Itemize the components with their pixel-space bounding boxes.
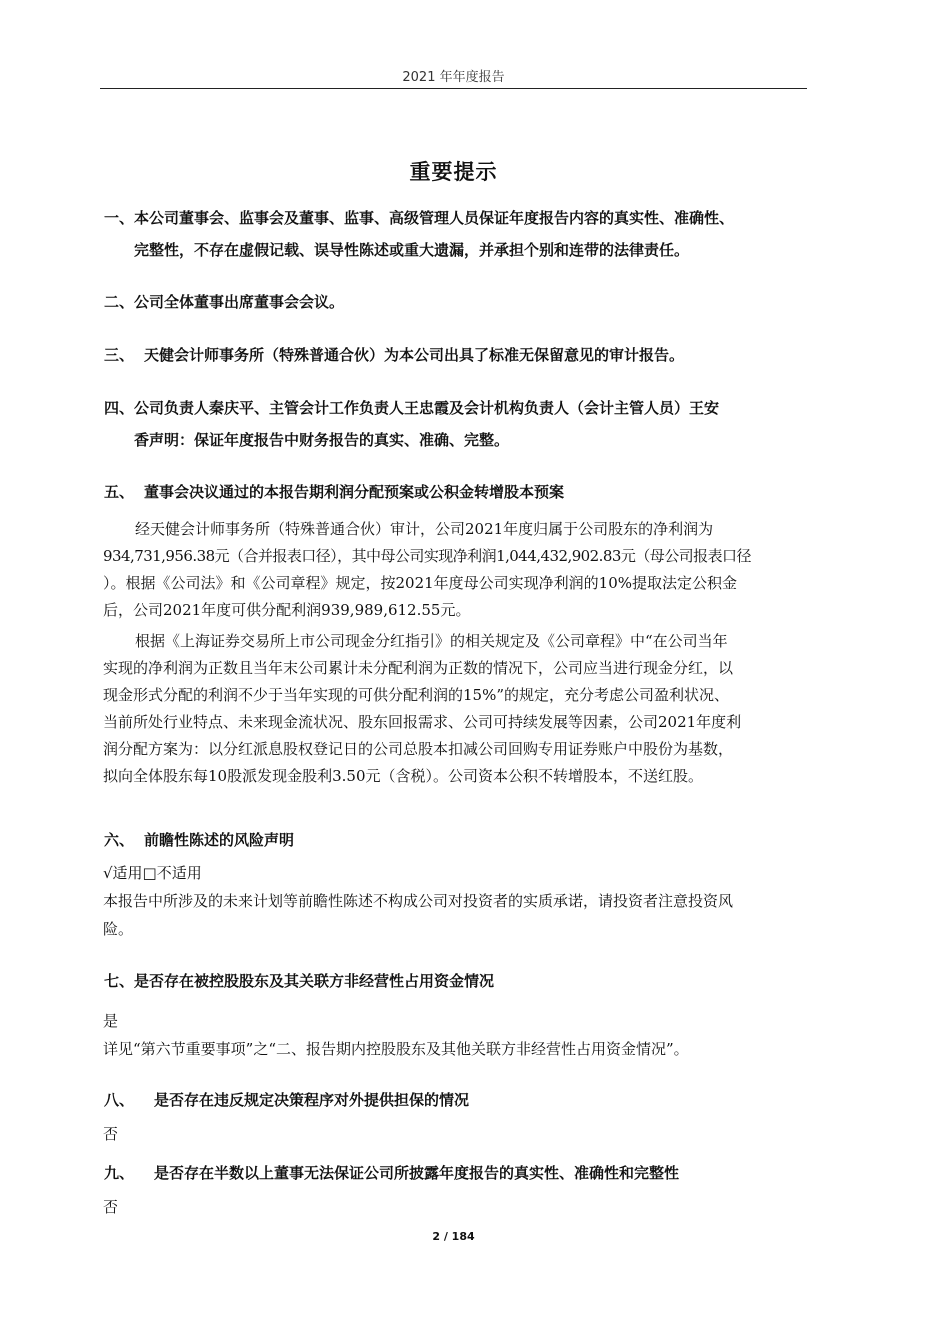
section-8-answer: 否 — [103, 1125, 119, 1143]
section-6-text: 前瞻性陈述的风险声明 — [144, 831, 295, 849]
section-9-text: 是否存在半数以上董事无法保证公司所披露年度报告的真实性、准确性和完整性 — [154, 1164, 680, 1182]
running-header: 2021 年年度报告 — [402, 70, 505, 85]
section-1-line2: 完整性，不存在虚假记载、误导性陈述或重大遗漏，并承担个别和连带的法律责任。 — [134, 241, 690, 259]
section-9-answer: 否 — [103, 1198, 119, 1216]
section-6-body-line1: 本报告中所涉及的未来计划等前瞻性陈述不构成公司对投资者的实质承诺，请投资者注意投资风 — [103, 892, 734, 910]
section-2-text: 公司全体董事出席董事会会议。 — [134, 293, 345, 311]
section-7-number: 七、 — [104, 972, 135, 990]
section-8-heading — [104, 1090, 469, 1110]
section-1-heading — [104, 208, 734, 228]
applicability-option: √适用□不适用 — [103, 864, 202, 882]
section-6-heading — [104, 830, 294, 850]
section-7-text: 是否存在被控股股东及其关联方非经营性占用资金情况 — [134, 972, 495, 990]
section-8-number: 八、 — [104, 1091, 135, 1109]
section-5-p1-line4: 后，公司2021年度可供分配利润939,989,612.55元。 — [103, 601, 471, 619]
section-4-line1: 公司负责人秦庆平、主管会计工作负责人王忠霞及会计机构负责人（会计主管人员）王安 — [134, 399, 720, 417]
section-6-number: 六、 — [104, 831, 135, 849]
section-4-heading — [104, 398, 719, 418]
section-3-text: 天健会计师事务所（特殊普通合伙）为本公司出具了标准无保留意见的审计报告。 — [144, 346, 685, 364]
section-5-text: 董事会决议通过的本报告期利润分配预案或公积金转增股本预案 — [144, 483, 565, 501]
section-5-p2-line6: 拟向全体股东每10股派发现金股利3.50元（含税）。公司资本公积不转增股本，不送红股。 — [103, 767, 703, 785]
section-5-p1-line2: 934,731,956.38元（合并报表口径），其中母公司实现净利润1,044,432,902.83元（母公司报表口径 — [103, 547, 751, 565]
section-6-body-line2: 险。 — [103, 920, 134, 938]
page-title: 重要提示 — [409, 160, 498, 184]
section-5-heading — [104, 482, 564, 502]
section-1-line1: 本公司董事会、监事会及董事、监事、高级管理人员保证年度报告内容的真实性、准确性、 — [134, 209, 735, 227]
section-9-number: 九、 — [104, 1164, 135, 1182]
section-4-number: 四、 — [104, 399, 135, 417]
section-9-heading — [104, 1163, 679, 1183]
section-5-p2-line1: 根据《上海证券交易所上市公司现金分红指引》的相关规定及《公司章程》中“在公司当年 — [135, 632, 728, 650]
section-8-text: 是否存在违反规定决策程序对外提供担保的情况 — [154, 1091, 470, 1109]
section-7-answer: 是 — [103, 1012, 119, 1030]
section-3-number: 三、 — [104, 346, 135, 364]
section-5-p2-line5: 润分配方案为：以分红派息股权登记日的公司总股本扣减公司回购专用证券账户中股份为基数， — [103, 740, 734, 758]
section-2-number: 二、 — [104, 293, 135, 311]
section-2-heading — [104, 292, 344, 312]
section-5-number: 五、 — [104, 483, 135, 501]
section-7-heading — [104, 971, 494, 991]
section-3-heading — [104, 345, 684, 365]
section-7-detail: 详见“第六节重要事项”之“二、报告期内控股股东及其他关联方非经营性占用资金情况”。 — [103, 1040, 689, 1058]
page-number: 2 / 184 — [432, 1230, 475, 1243]
section-1-number: 一、 — [104, 209, 135, 227]
section-5-p2-line2: 实现的净利润为正数且当年末公司累计未分配利润为正数的情况下，公司应当进行现金分红，以 — [103, 659, 734, 677]
section-5-p2-line4: 当前所处行业特点、未来现金流状况、股东回报需求、公司可持续发展等因素，公司2021年度利 — [103, 713, 742, 731]
section-5-p2-line3: 现金形式分配的利润不少于当年实现的可供分配利润的15%”的规定，充分考虑公司盈利状况、 — [103, 686, 730, 704]
section-4-line2: 香声明：保证年度报告中财务报告的真实、准确、完整。 — [134, 431, 510, 449]
section-5-p1-line3: ）。根据《公司法》和《公司章程》规定，按2021年度母公司实现净利润的10%提取法定公积金 — [103, 574, 738, 592]
header-rule — [100, 88, 807, 89]
section-5-p1-line1: 经天健会计师事务所（特殊普通合伙）审计，公司2021年度归属于公司股东的净利润为 — [135, 520, 714, 538]
